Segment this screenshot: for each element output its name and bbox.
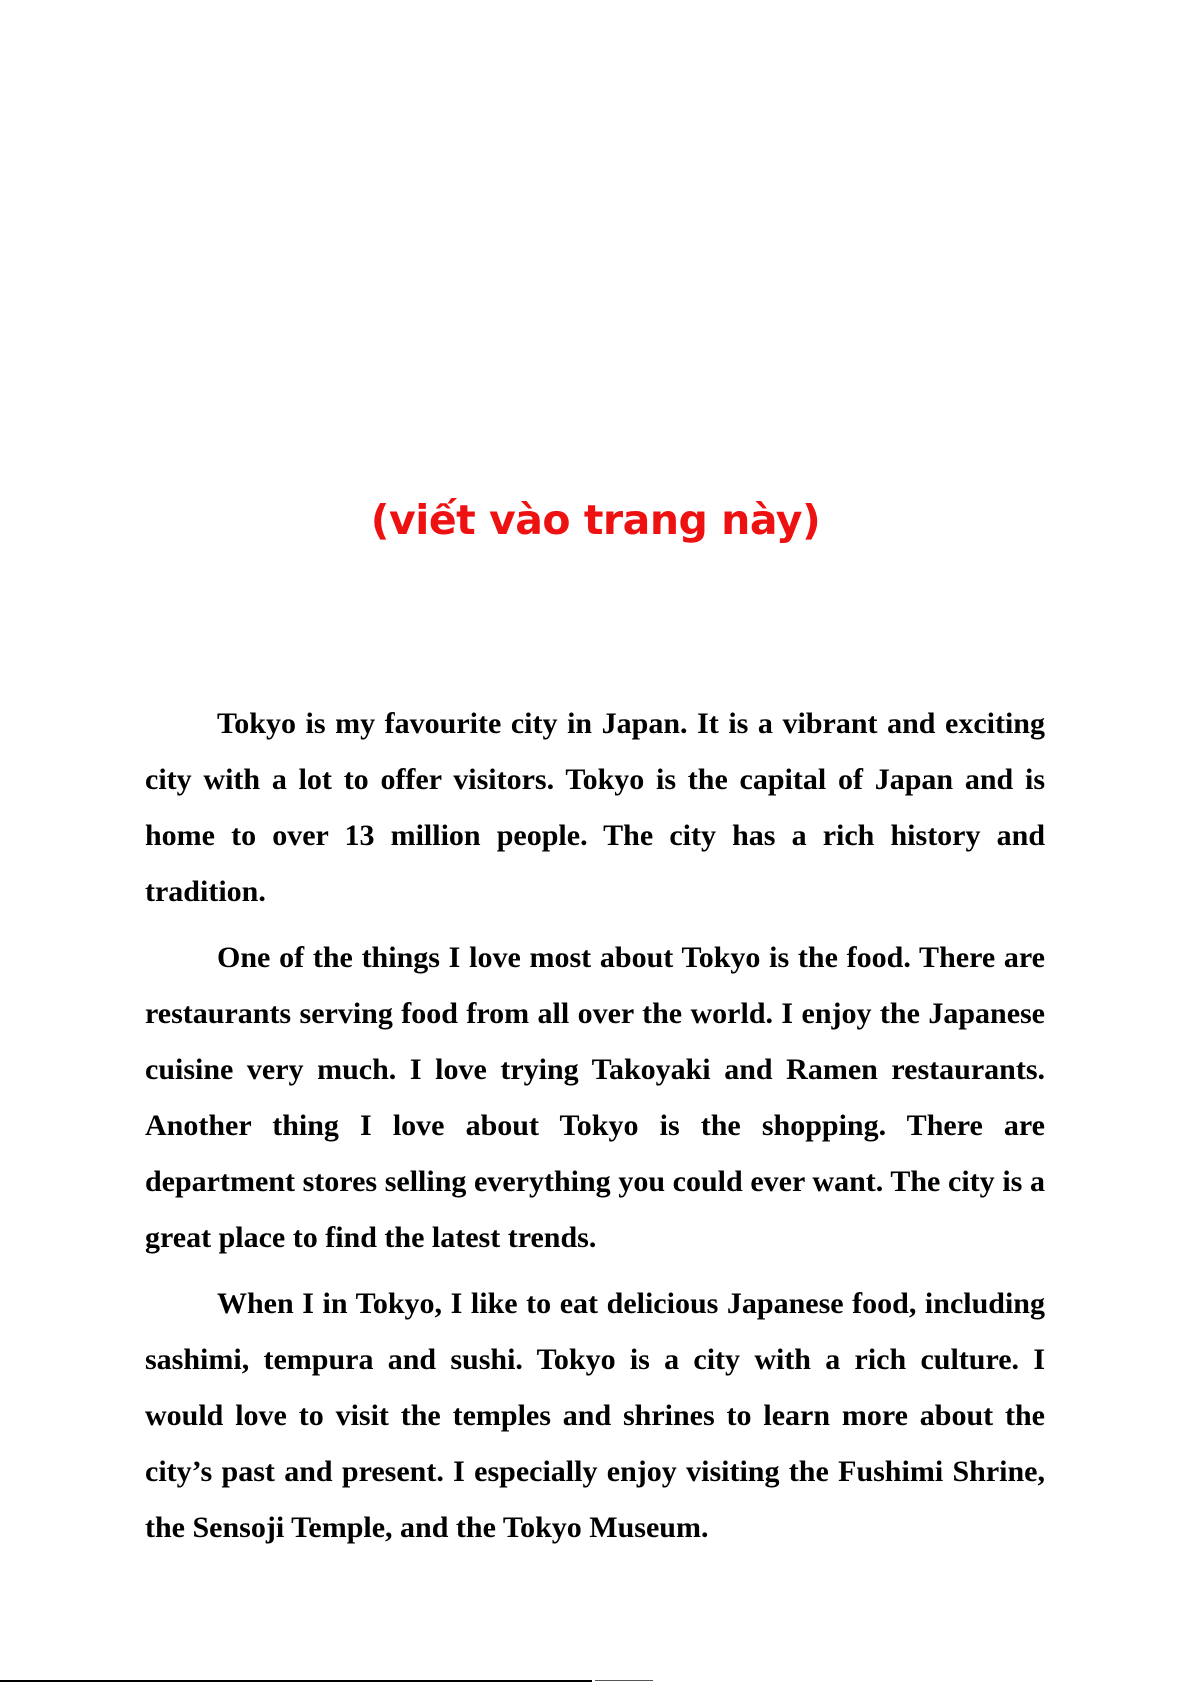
essay-body — [145, 696, 1045, 1566]
essay-paragraph-3: When I in Tokyo, I like to eat delicious Japanese food, including sashimi, tempura and sushi. Tokyo is a city with a rich culture. I would love to visit the temples and shrines to learn more about the city’s past and present. I especially enjoy visiting the Fushimi Shrine, the Sensoji Temple, and the Tokyo Museum. — [145, 1287, 1045, 1544]
page-heading: (viết vào trang này) — [370, 496, 821, 544]
footer-divider — [0, 1680, 592, 1682]
footer-divider-tail — [595, 1680, 653, 1681]
essay-paragraph-2: One of the things I love most about Tokyo is the food. There are restaurants serving food from all over the world. I enjoy the Japanese cuisine very much. I love trying Takoyaki and Ramen restaurants. Another thing I love about Tokyo is the shopping. There are department stores selling everything you could ever want. The city is a great place to find the latest trends. — [145, 941, 1045, 1254]
essay-paragraph-1: Tokyo is my favourite city in Japan. It is a vibrant and exciting city with a lot to offer visitors. Tokyo is the capital of Japan and is home to over 13 million people. The city has a rich history and tradition. — [145, 707, 1045, 908]
